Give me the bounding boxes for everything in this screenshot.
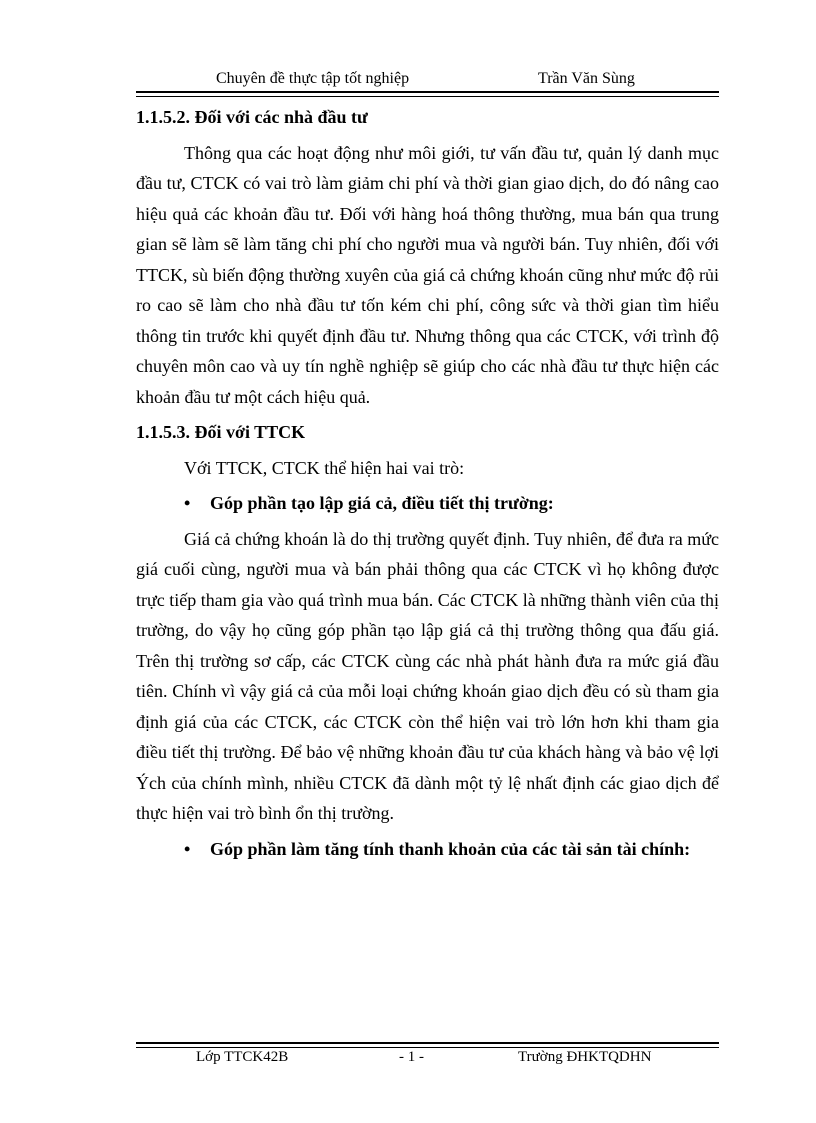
header-author: Trần Văn Sùng [538,70,635,87]
footer-school: Trường ĐHKTQDHN [518,1049,652,1065]
paragraph-price-setting: Giá cả chứng khoán là do thị trường quyết định. Tuy nhiên, để đưa ra mức giá cuối cùng, người mua và bán phải thông qua các CTCK vì họ không được trực tiếp tham gia vào quá trình mua bán. Các CTCK là những thành viên của thị trường, do vậy họ cũng góp phần tạo lập giá cả thị trường thông qua đấu giá. Trên thị trường sơ cấp, các CTCK cùng các nhà phát hành đưa ra mức giá đầu tiên. Chính vì vậy giá cả của mỗi loại chứng khoán giao dịch đều có sù tham gia định giá của các CTCK, các CTCK còn thể hiện vai trò lớn hơn khi tham gia điều tiết thị trường. Để bảo vệ những khoản đầu tư của khách hàng và bảo vệ lợi Ých của chính mình, nhiều CTCK đã dành một tỷ lệ nhất định các giao dịch để thực hiện vai trò bình ổn thị trường. [136,528,719,823]
bullet-label: Góp phần tạo lập giá cả, điều tiết thị trường: [210,493,554,513]
page-number: - 1 - [399,1049,424,1065]
page-footer [136,1047,719,1069]
section-heading-investors: 1.1.5.2. Đối với các nhà đầu tư [136,107,368,127]
bullet-label: Góp phần làm tăng tính thanh khoản của các tài sản tài chính: [210,838,691,859]
footer-class: Lớp TTCK42B [196,1049,289,1065]
bullet-item-liquidity [136,834,719,865]
section-heading-ttck: 1.1.5.3. Đối với TTCK [136,422,306,442]
bullet-icon: • [184,838,191,859]
page-header [136,68,719,90]
paragraph-ttck-intro: Với TTCK, CTCK thể hiện hai vai trò: [184,457,465,478]
header-title: Chuyên đề thực tập tốt nghiệp [216,70,410,87]
document-body [136,102,719,869]
bullet-item-price-setting [136,488,719,519]
bullet-icon: • [184,493,191,513]
header-rule [136,91,719,97]
paragraph-investors: Thông qua các hoạt động như môi giới, tư vấn đầu tư, quản lý danh mục đầu tư, CTCK có vai trò làm giảm chi phí và thời gian giao dịch, do đó nâng cao hiệu quả các khoản đầu tư. Đối với hàng hoá thông thường, mua bán qua trung gian sẽ làm sẽ làm tăng chi phí cho người mua và người bán. Tuy nhiên, đối với TTCK, sù biến động thường xuyên của giá cả chứng khoán cũng như mức độ rủi ro cao sẽ làm cho nhà đầu tư tốn kém chi phí, công sức và thời gian tìm hiểu thông tin trước khi quyết định đầu tư. Nhưng thông qua các CTCK, với trình độ chuyên môn cao và uy tín nghề nghiệp sẽ giúp cho các nhà đầu tư thực hiện các khoản đầu tư một cách hiệu quả. [136,142,719,407]
